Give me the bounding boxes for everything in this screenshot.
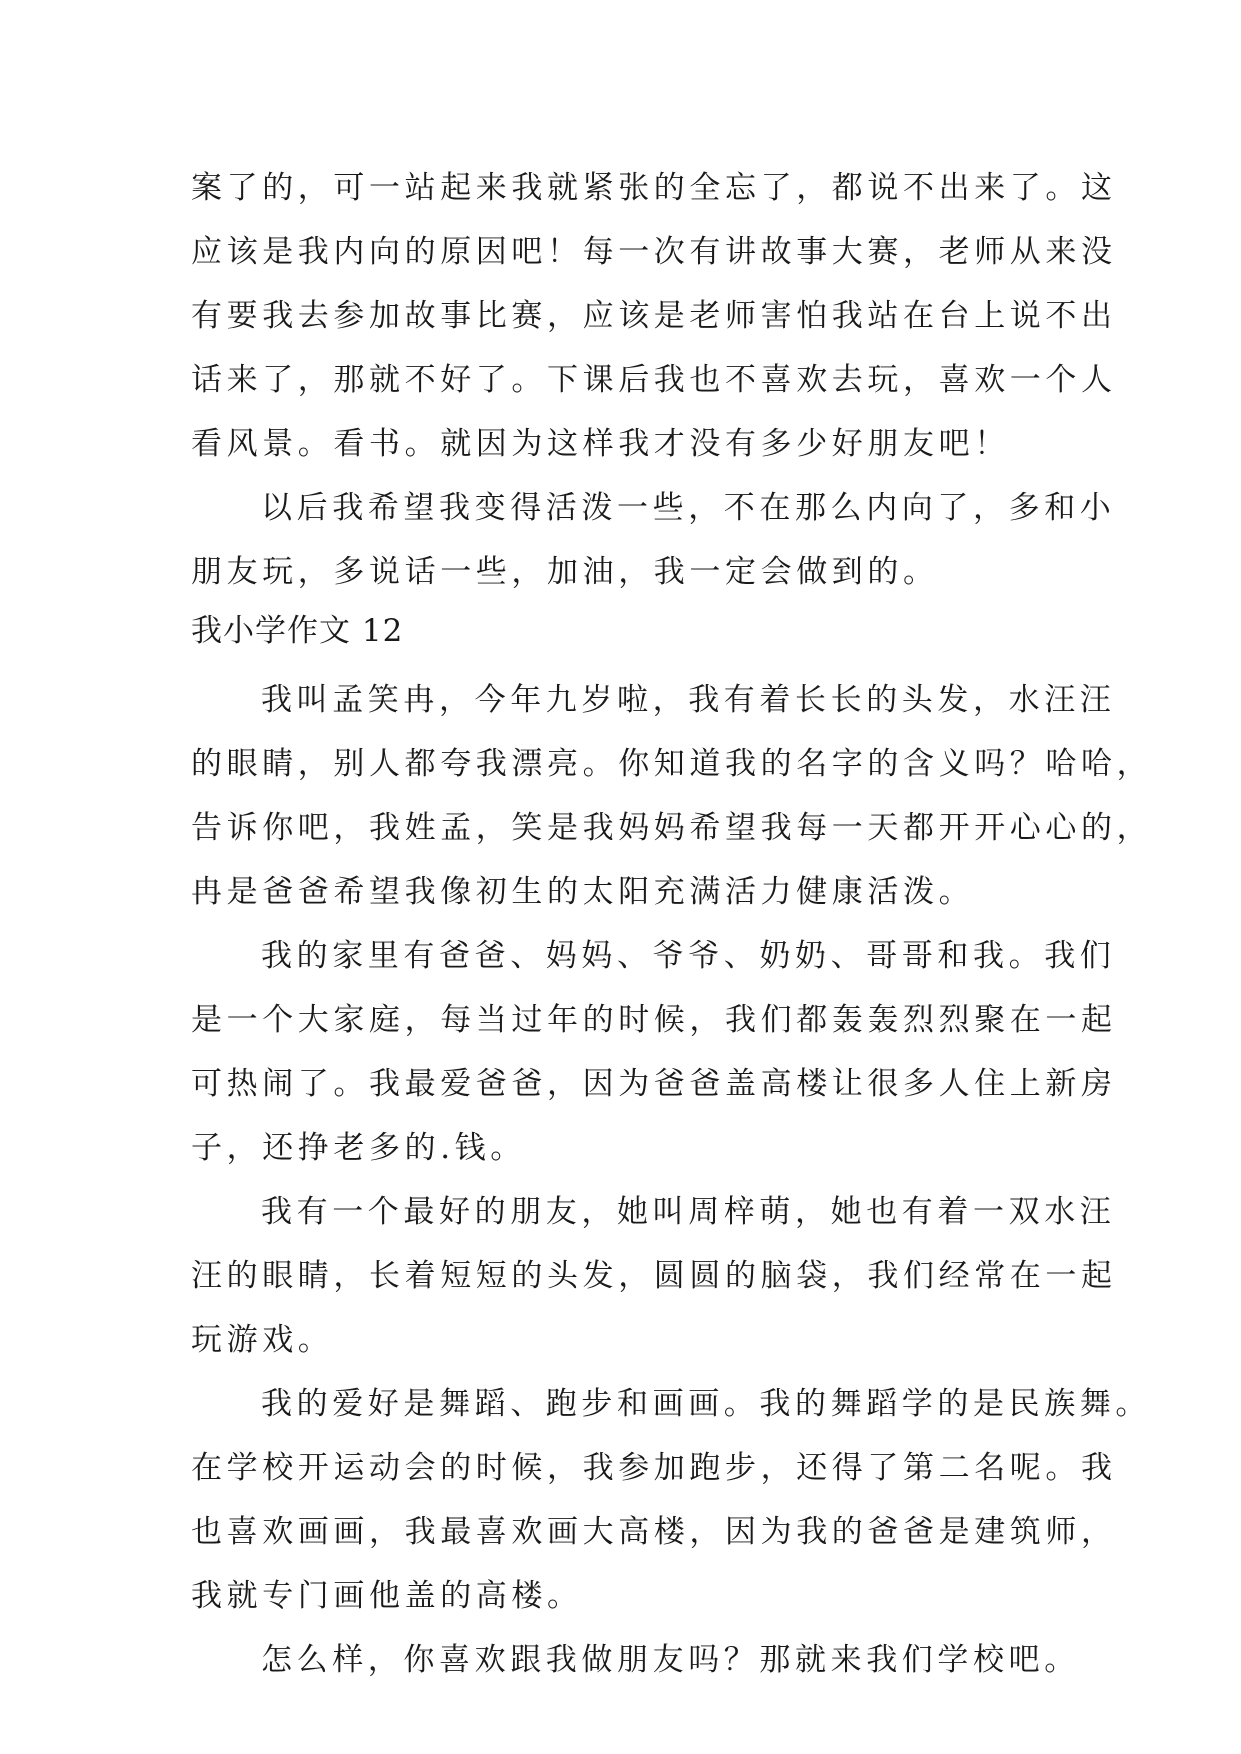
paragraph-line: 也喜欢画画，我最喜欢画大高楼，因为我的爸爸是建筑师， <box>191 1514 1117 1550</box>
paragraph-line: 汪的眼睛，长着短短的头发，圆圆的脑袋，我们经常在一起 <box>191 1258 1117 1294</box>
paragraph-line: 应该是我内向的原因吧！每一次有讲故事大赛，老师从来没 <box>191 234 1117 270</box>
paragraph-line: 有要我去参加故事比赛，应该是老师害怕我站在台上说不出 <box>191 298 1117 334</box>
paragraph-closing-invite <box>191 1628 1080 1692</box>
paragraph-line: 是一个大家庭，每当过年的时候，我们都轰轰烈烈聚在一起 <box>191 1002 1117 1038</box>
closing-paragraph <box>191 476 1116 604</box>
paragraph-line: 告诉你吧，我姓孟，笑是我妈妈希望我每一天都开开心心的， <box>191 810 1153 846</box>
paragraph-line: 我的爱好是舞蹈、跑步和画画。我的舞蹈学的是民族舞。 <box>261 1386 1151 1422</box>
paragraph-line: 我就专门画他盖的高楼。 <box>191 1578 583 1614</box>
essay-text <box>191 156 1153 1692</box>
paragraph-line: 案了的，可一站起来我就紧张的全忘了，都说不出来了。这 <box>191 170 1117 206</box>
paragraph-line: 冉是爸爸希望我像初生的太阳充满活力健康活泼。 <box>191 874 975 910</box>
paragraph-line: 以后我希望我变得活泼一些，不在那么内向了，多和小 <box>261 490 1116 526</box>
paragraph-line: 玩游戏。 <box>191 1322 334 1358</box>
paragraph-line: 怎么样，你喜欢跟我做朋友吗？那就来我们学校吧。 <box>261 1642 1080 1678</box>
paragraph-friend <box>191 1180 1117 1372</box>
paragraph-hobbies <box>191 1372 1151 1628</box>
paragraph-intro <box>191 668 1153 924</box>
essay-title: 我小学作文 12 <box>191 613 404 649</box>
paragraph-line: 在学校开运动会的时候，我参加跑步，还得了第二名呢。我 <box>191 1450 1117 1486</box>
paragraph-line: 我的家里有爸爸、妈妈、爷爷、奶奶、哥哥和我。我们 <box>261 938 1116 974</box>
paragraph-line: 朋友玩，多说话一些，加油，我一定会做到的。 <box>191 554 939 590</box>
continued-paragraph <box>191 156 1117 476</box>
paragraph-line: 我有一个最好的朋友，她叫周梓萌，她也有着一双水汪 <box>261 1194 1116 1230</box>
paragraph-line: 看风景。看书。就因为这样我才没有多少好朋友吧！ <box>191 426 1010 462</box>
paragraph-family <box>191 924 1117 1180</box>
paragraph-line: 可热闹了。我最爱爸爸，因为爸爸盖高楼让很多人住上新房 <box>191 1066 1117 1102</box>
paragraph-line: 的眼睛，别人都夸我漂亮。你知道我的名字的含义吗？哈哈， <box>191 746 1153 782</box>
paragraph-line: 我叫孟笑冉，今年九岁啦，我有着长长的头发，水汪汪 <box>261 682 1116 718</box>
paragraph-line: 话来了，那就不好了。下课后我也不喜欢去玩，喜欢一个人 <box>191 362 1117 398</box>
paragraph-line: 子，还挣老多的.钱。 <box>191 1130 526 1166</box>
